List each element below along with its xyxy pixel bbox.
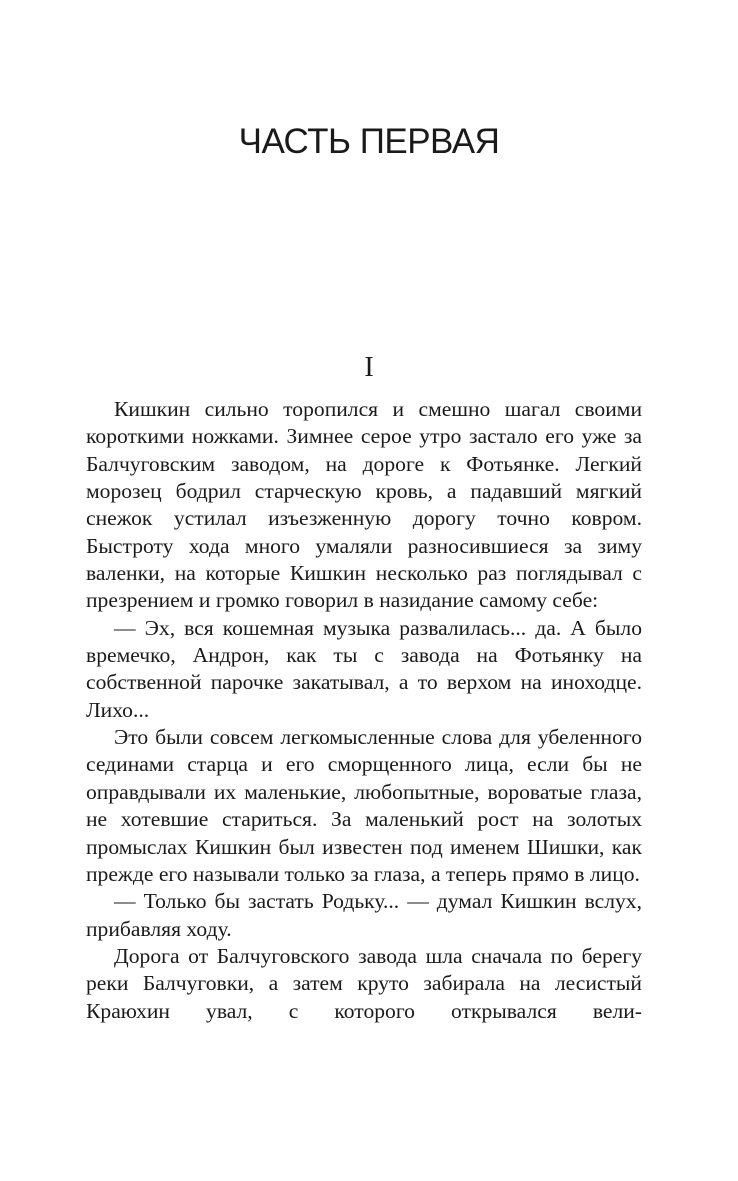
paragraph: — Только бы застать Родьку... — думал Кишкин вслух, прибавляя ходу. [86, 889, 642, 941]
part-title: ЧАСТЬ ПЕРВАЯ [238, 122, 500, 161]
chapter-text [86, 396, 642, 1025]
paragraph: Это были совсем легкомысленные слова для убеленного сединами старца и его сморщенного лица, если бы не оправдывали их маленькие, любопытные, вороватые глаза, не хотевшие стариться. За маленький рост на золотых промыслах Кишкин был известен под именем Шишки, как прежде его называли только за глаза, а теперь прямо в лицо. [86, 725, 642, 886]
paragraph: Дорога от Балчуговского завода шла сначала по берегу реки Балчуговки, а затем круто забирала на лесистый Краюхин увал, с которого открывался вели- [86, 943, 642, 1023]
paragraph: — Эх, вся кошемная музыка развалилась... да. А было времечко, Андрон, как ты с завода на Фотьянку на собственной парочке закатывал, а то верхом на иноходце. Лихо... [86, 615, 642, 722]
paragraph: Кишкин сильно торопился и смешно шагал своими короткими ножками. Зимнее серое утро застало его уже за Балчуговским заводом, на дороге к Фотьянке. Легкий морозец бодрил старческую кровь, а падавший мягкий снежок устилал изъезженную дорогу точно ковром. Быстроту хода много умаляли разносившиеся за зиму валенки, на которые Кишкин несколько раз поглядывал с презрением и громко говорил в назидание самому себе: [86, 397, 642, 613]
chapter-number: I [364, 352, 374, 383]
